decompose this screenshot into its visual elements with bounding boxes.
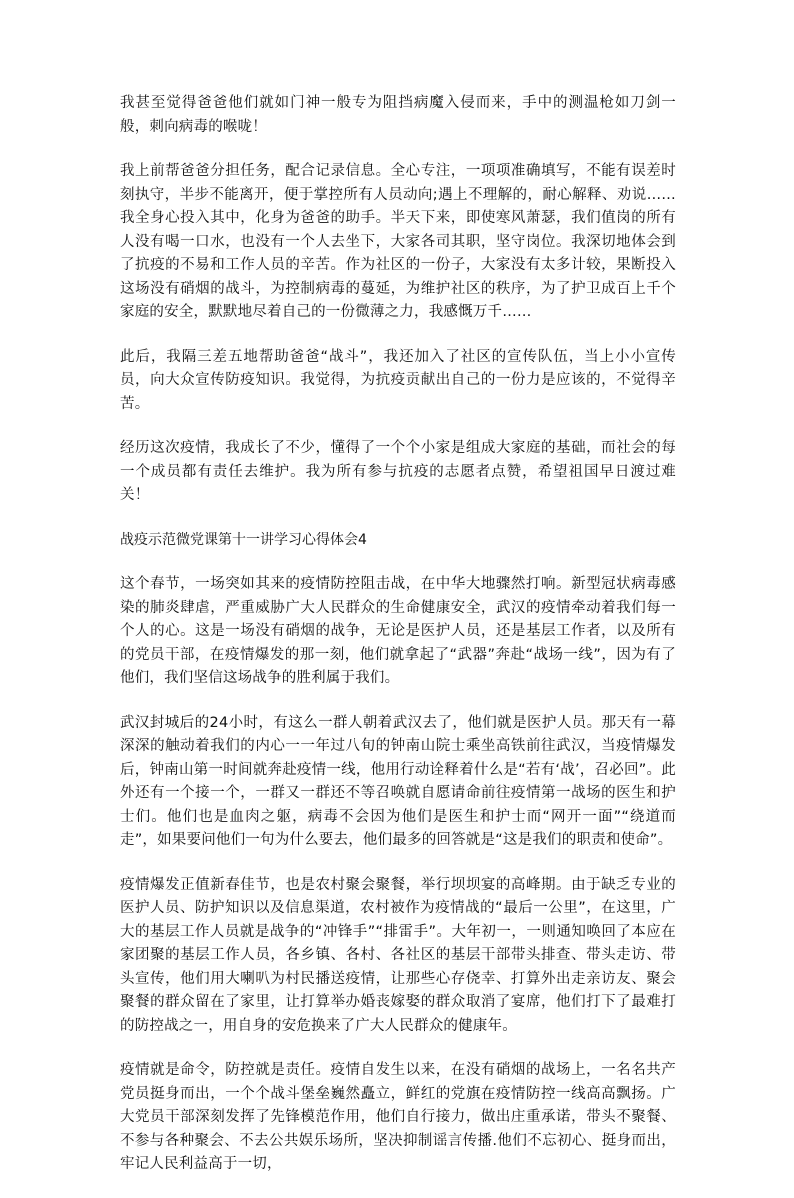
paragraph: 武汉封城后的24小时，有这么一群人朝着武汉去了，他们就是医护人员。那天有一幕深深的触动着我们的内心一一年过八旬的钟南山院士乘坐高铁前往武汉，当疫情爆发后，钟南山第一时间就奔赴疫情一线，他用行动诠释着什么是“若有‘战’，召必回”。此外还有一个接一个，一群又一群还不等召唤就自愿请命前往疫情第一战场的医生和护士们。他们也是血肉之躯，病毒不会因为他们是医生和护士而“网开一面”“绕道而走”，如果要问他们一句为什么要去，他们最多的回答就是“这是我们的职责和使命”。 xyxy=(120,714,676,848)
paragraph: 疫情就是命令，防控就是责任。疫情自发生以来，在没有硝烟的战场上，一名名共产党员挺身而出，一个个战斗堡垒巍然矗立，鲜红的党旗在疫情防控一线高高飘扬。广大党员干部深刻发挥了先锋模范作用，他们自行接力，做出庄重承诺，带头不聚餐、不参与各种聚会、不去公共娱乐场所，坚决抑制谣言传播.他们不忘初心、挺身而出，牢记人民利益高于一切， xyxy=(120,1062,676,1172)
paragraph: 经历这次疫情，我成长了不少，懂得了一个个小家是组成大家庭的基础，而社会的每一个成员都有责任去维护。我为所有参与抗疫的志愿者点赞，希望祖国早日渡过难关！ xyxy=(120,440,676,503)
document-page xyxy=(120,92,676,1198)
paragraph: 此后，我隔三差五地帮助爸爸“战斗”，我还加入了社区的宣传队伍，当上小小宣传员，向大众宣传防疫知识。我觉得，为抗疫贡献出自己的一份力是应该的，不觉得辛苦。 xyxy=(120,348,676,412)
section-heading: 战疫示范微党课第十一讲学习心得体会4 xyxy=(120,531,367,548)
paragraph: 我甚至觉得爸爸他们就如门神一般专为阻挡病魔入侵而来，手中的测温枪如刀剑一般，刺向病毒的喉咙！ xyxy=(120,95,676,135)
paragraph: 我上前帮爸爸分担任务，配合记录信息。全心专注，一项项准确填写，不能有误差时刻执守，半步不能离开，便于掌控所有人员动向;遇上不理解的，耐心解释、劝说……我全身心投入其中，化身为爸爸的助手。半天下来，即使寒风萧瑟，我们值岗的所有人没有喝一口水，也没有一个人去坐下，大家各司其职，坚守岗位。我深切地体会到了抗疫的不易和工作人员的辛苦。作为社区的一份子，大家没有太多计较，果断投入这场没有硝烟的战斗，为控制病毒的蔓延，为维护社区的秩序，为了护卫成百上千个家庭的安全，默默地尽着自己的一份微薄之力，我感慨万千…… xyxy=(120,163,676,320)
paragraph: 疫情爆发正值新春佳节，也是农村聚会聚餐，举行坝坝宴的高峰期。由于缺乏专业的医护人员、防护知识以及信息渠道，农村被作为疫情战的“最后一公里”，在这里，广大的基层工作人员就是战争的“冲锋手”“排雷手”。大年初一，一则通知唤回了本应在家团聚的基层工作人员，各乡镇、各村、各社区的基层干部带头排查、带头走访、带头宣传，他们用大喇叭为村民播送疫情，让那些心存侥幸、打算外出走亲访友、聚会聚餐的群众留在了家里，让打算举办婚丧嫁娶的群众取消了宴席，他们打下了最难打的防控战之一，用自身的安危换来了广大人民群众的健康年。 xyxy=(120,876,676,1034)
paragraph: 这个春节，一场突如其来的疫情防控阻击战，在中华大地骤然打响。新型冠状病毒感染的肺炎肆虐，严重威胁广大人民群众的生命健康安全，武汉的疫情牵动着我们每一个人的心。这是一场没有硝烟的战争，无论是医护人员，还是基层工作者，以及所有的党员干部，在疫情爆发的那一刻，他们就拿起了“武器”奔赴“战场一线”，因为有了他们，我们坚信这场战争的胜利属于我们。 xyxy=(120,576,676,686)
